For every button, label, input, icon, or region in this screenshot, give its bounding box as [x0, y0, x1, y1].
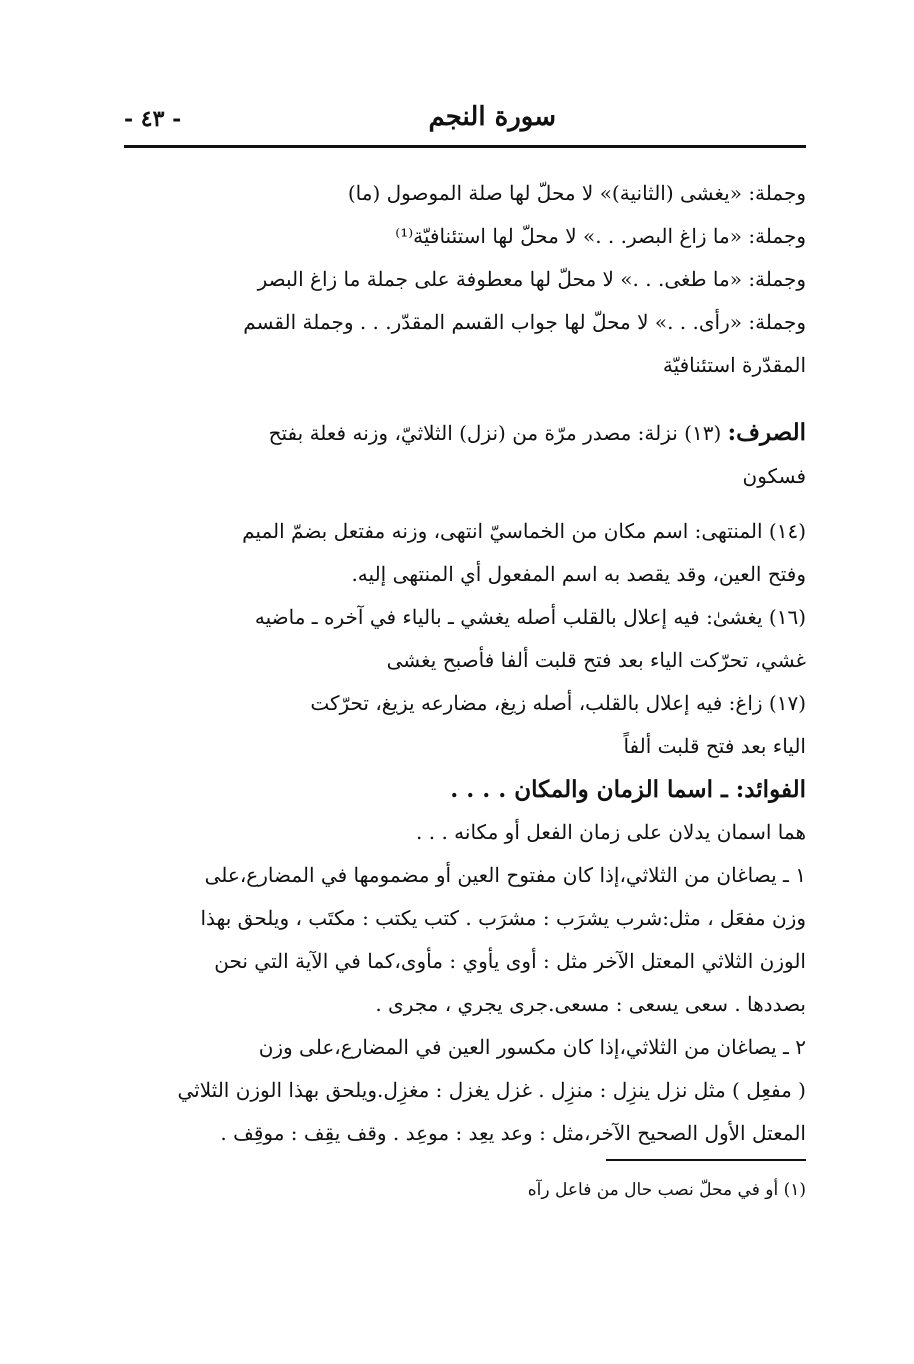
sarf-text: (١٣) نزلة: مصدر مرّة من (نزل) الثلاثيّ، وزنه فعلة بفتح [268, 421, 722, 445]
sarf-item-line: وفتح العين، وقد يقصد به اسم المفعول أي المنتهى إليه. [351, 562, 806, 586]
i3rab-line: وجملة: «يغشى (الثانية)» لا محلّ لها صلة الموصول (ما) [347, 181, 806, 205]
i3rab-line: وجملة: «ما طغى. . .» لا محلّ لها معطوفة على جملة ما زاغ البصر [257, 267, 806, 291]
sarf-line [128, 411, 806, 455]
i3rab-line: وجملة: «ما زاغ البصر. . .» لا محلّ لها استئنافيّة⁽¹⁾ [395, 224, 806, 248]
fawaid-rule2-line: ٢ ـ يصاغان من الثلاثي،إذا كان مكسور العين في المضارع،على وزن [258, 1035, 806, 1059]
fawaid-rule2-line: المعتل الأول الصحيح الآخر،مثل : وعد يعِد : موعِد . وقف يقِف : موقِف . [220, 1121, 806, 1145]
fawaid-rule1-line: بصددها . سعى يسعى : مسعى.جرى يجري ، مجرى . [375, 992, 806, 1016]
fawaid-rule1-line: وزن مفعَل ، مثل:شرب يشرَب : مشرَب . كتب يكتب : مكتَب ، ويلحق بهذا [200, 906, 806, 930]
fawaid-rule1-line: ١ ـ يصاغان من الثلاثي،إذا كان مفتوح العين أو مضمومها في المضارع،على [204, 863, 806, 887]
fawaid-rule1-line: الوزن الثلاثي المعتل الآخر مثل : أوى يأوي : مأوى،كما في الآية التي نحن [214, 949, 806, 973]
page-header [124, 100, 806, 144]
footnote: (١) أو في محلّ نصب حال من فاعل رآه [527, 1180, 806, 1200]
fawaid-rule2-line: ( مفعِل ) مثل نزل ينزِل : منزِل . غزل يغزل : مغزِل.ويلحق بهذا الوزن الثلاثي [177, 1078, 806, 1102]
header-rule [124, 145, 806, 148]
sarf-item-line: (١٧) زاغ: فيه إعلال بالقلب، أصله زيغ، مضارعه يزيغ، تحرّكت [310, 691, 806, 715]
surah-title: سورة النجم [428, 102, 556, 132]
spacer [128, 498, 806, 510]
sarf-item-line: (١٤) المنتهى: اسم مكان من الخماسيّ انتهى، وزنه مفتعل بضمّ الميم [242, 519, 806, 543]
page-body [128, 172, 806, 1155]
footnote-rule [606, 1159, 806, 1161]
sarf-item-line: غشي، تحرّكت الياء بعد فتح قلبت ألفا فأصبح يغشى [386, 648, 806, 672]
fawaid-intro: هما اسمان يدلان على زمان الفعل أو مكانه . . . [416, 820, 806, 844]
fawaid-heading: الفوائد: ـ اسما الزمان والمكان . . . . [450, 776, 806, 803]
sarf-item-line: (١٦) يغشىٰ: فيه إعلال بالقلب أصله يغشي ـ بالياء في آخره ـ ماضيه [254, 605, 806, 629]
sarf-heading: الصرف: [727, 419, 806, 446]
page-number: - ٤٣ - [124, 106, 182, 132]
spacer [128, 387, 806, 411]
i3rab-line: وجملة: «رأى. . .» لا محلّ لها جواب القسم المقدّر. . . وجملة القسم [243, 310, 806, 334]
i3rab-line: المقدّرة استئنافيّة [662, 353, 806, 377]
sarf-item-line: الياء بعد فتح قلبت ألفاً [623, 734, 806, 758]
sarf-line: فسكون [742, 464, 806, 488]
